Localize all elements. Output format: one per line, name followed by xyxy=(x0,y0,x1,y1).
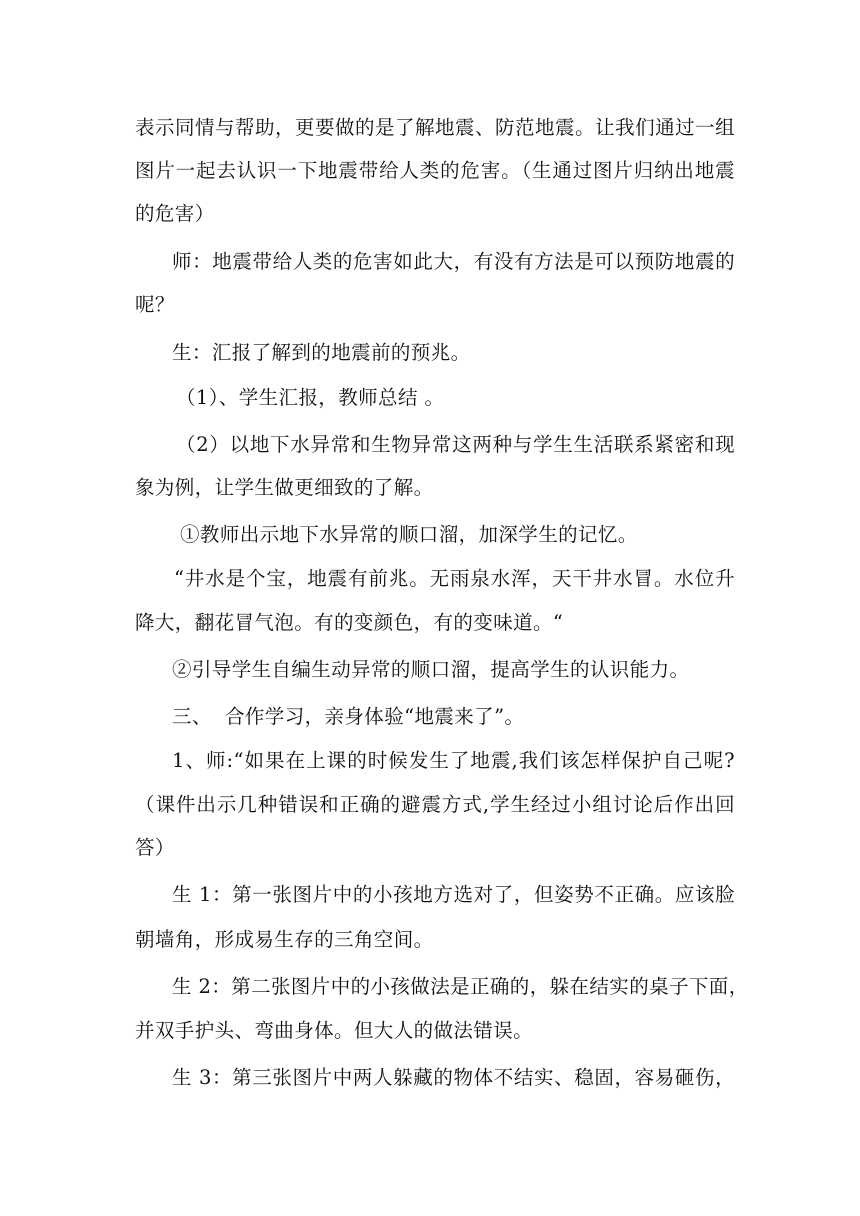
text-line-9: 象为例，让学生做更细致的了解。 xyxy=(135,476,434,499)
text-line-22: 生 3：第三张图片中两人躲藏的物体不结实、稳固，容易砸伤， xyxy=(172,1066,735,1089)
text-line-15: 1、师:“如果在上课的时候发生了地震,我们该怎样保护自己呢? xyxy=(172,749,735,772)
text-line-1: 表示同情与帮助，更要做的是了解地震、防范地震。让我们通过一组 xyxy=(135,116,735,139)
text-line-3: 的危害） xyxy=(135,202,215,225)
text-line-18: 生 1：第一张图片中的小孩地方选对了，但姿势不正确。应该脸 xyxy=(172,883,735,906)
text-line-10: ①教师出示地下水异常的顺口溜，加深学生的记忆。 xyxy=(180,523,638,546)
text-line-20: 生 2：第二张图片中的小孩做法是正确的，躲在结实的桌子下面， xyxy=(172,975,749,998)
text-line-13: ②引导学生自编生动异常的顺口溜，提高学生的认识能力。 xyxy=(172,658,690,681)
text-line-19: 朝墙角，形成易生存的三角空间。 xyxy=(135,928,434,951)
text-line-7: （1）、学生汇报，教师总结 。 xyxy=(176,386,445,409)
text-line-6: 生：汇报了解到的地震前的预兆。 xyxy=(172,341,471,364)
text-line-12: 降大，翻花冒气泡。有的变颜色，有的变味道。“ xyxy=(135,611,564,634)
text-line-8: （2）以地下水异常和生物异常这两种与学生生活联系紧密和现 xyxy=(176,433,735,456)
text-line-11: “井水是个宝，地震有前兆。无雨泉水浑，天干井水冒。水位升 xyxy=(174,567,735,590)
text-line-2: 图片一起去认识一下地震带给人类的危害。（生通过图片归纳出地震 xyxy=(135,159,735,182)
text-line-21: 并双手护头、弯曲身体。但大人的做法错误。 xyxy=(135,1019,534,1042)
text-line-17: 答） xyxy=(135,836,175,859)
text-line-4: 师：地震带给人类的危害如此大，有没有方法是可以预防地震的 xyxy=(172,250,735,273)
text-line-16: （课件出示几种错误和正确的避震方式,学生经过小组讨论后作出回 xyxy=(135,793,735,816)
text-line-14: 三、 合作学习，亲身体验“地震来了”。 xyxy=(172,705,525,728)
text-line-5: 呢？ xyxy=(135,293,175,316)
